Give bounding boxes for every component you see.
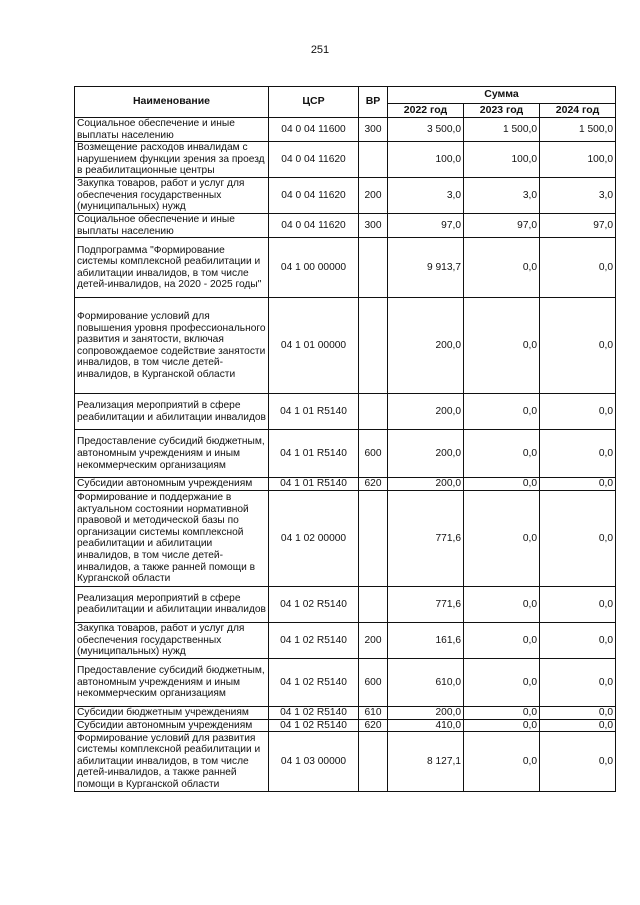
cell-csr: 04 1 02 R5140: [269, 586, 359, 622]
cell-vr: [359, 298, 388, 394]
cell-2023: 3,0: [464, 178, 540, 214]
cell-csr: 04 1 01 00000: [269, 298, 359, 394]
cell-2023: 0,0: [464, 586, 540, 622]
cell-2024: 0,0: [540, 586, 616, 622]
cell-2023: 97,0: [464, 214, 540, 238]
cell-2023: 0,0: [464, 394, 540, 430]
cell-name: Формирование и поддержание в актуальном состоянии нормативной правовой и методической базы по организации системы комплексной реабилитации и абилитации инвалидов, в том числе детей-инвалидов, а также ранней помощи в Курганской области: [75, 490, 269, 586]
cell-csr: 04 1 02 R5140: [269, 706, 359, 719]
table-row: [75, 118, 616, 142]
cell-vr: [359, 490, 388, 586]
cell-name: Субсидии бюджетным учреждениям: [75, 706, 269, 719]
cell-name: Социальное обеспечение и иные выплаты населению: [75, 118, 269, 142]
cell-csr: 04 1 02 00000: [269, 490, 359, 586]
page-number: 251: [310, 44, 330, 56]
cell-vr: 300: [359, 214, 388, 238]
cell-2023: 0,0: [464, 706, 540, 719]
cell-2024: 0,0: [540, 238, 616, 298]
cell-2022: 200,0: [388, 478, 464, 491]
table-row: [75, 178, 616, 214]
cell-name: Предоставление субсидий бюджетным, автономным учреждениям и иным некоммерческим организациям: [75, 430, 269, 478]
cell-name: Закупка товаров, работ и услуг для обеспечения государственных (муниципальных) нужд: [75, 622, 269, 658]
cell-name: Субсидии автономным учреждениям: [75, 719, 269, 732]
cell-vr: 620: [359, 719, 388, 732]
cell-2024: 1 500,0: [540, 118, 616, 142]
table-row: [75, 430, 616, 478]
cell-2024: 0,0: [540, 732, 616, 792]
cell-2024: 0,0: [540, 478, 616, 491]
cell-2024: 3,0: [540, 178, 616, 214]
table-row: [75, 142, 616, 178]
cell-name: Закупка товаров, работ и услуг для обеспечения государственных (муниципальных) нужд: [75, 178, 269, 214]
cell-name: Реализация мероприятий в сфере реабилитации и абилитации инвалидов: [75, 394, 269, 430]
table-row: [75, 478, 616, 491]
cell-name: Возмещение расходов инвалидам с нарушением функции зрения за проезд в реабилитационные центры: [75, 142, 269, 178]
cell-vr: 200: [359, 622, 388, 658]
cell-name: Формирование условий для развития системы комплексной реабилитации и абилитации инвалидов, в том числе детей-инвалидов, а также ранней помощи в Курганской области: [75, 732, 269, 792]
cell-2023: 0,0: [464, 732, 540, 792]
cell-2023: 1 500,0: [464, 118, 540, 142]
cell-csr: 04 1 01 R5140: [269, 478, 359, 491]
cell-vr: [359, 394, 388, 430]
cell-name: Подпрограмма "Формирование системы комплексной реабилитации и абилитации инвалидов, в том числе детей-инвалидов, на 2020 - 2025 годы": [75, 238, 269, 298]
budget-table: [74, 86, 616, 792]
cell-2023: 100,0: [464, 142, 540, 178]
cell-2022: 3 500,0: [388, 118, 464, 142]
cell-csr: 04 1 00 00000: [269, 238, 359, 298]
cell-2023: 0,0: [464, 478, 540, 491]
table-row: [75, 394, 616, 430]
cell-2024: 0,0: [540, 490, 616, 586]
cell-2022: 100,0: [388, 142, 464, 178]
cell-2022: 200,0: [388, 298, 464, 394]
header-name: Наименование: [75, 87, 269, 118]
cell-csr: 04 0 04 11620: [269, 178, 359, 214]
cell-2022: 771,6: [388, 490, 464, 586]
table-row: [75, 586, 616, 622]
cell-csr: 04 1 02 R5140: [269, 658, 359, 706]
cell-2022: 200,0: [388, 430, 464, 478]
cell-csr: 04 0 04 11620: [269, 142, 359, 178]
cell-2022: 3,0: [388, 178, 464, 214]
table-row: [75, 732, 616, 792]
header-vr: ВР: [359, 87, 388, 118]
cell-2024: 0,0: [540, 719, 616, 732]
table-row: [75, 238, 616, 298]
table-body: [75, 118, 616, 792]
table-row: [75, 622, 616, 658]
header-year-2022: 2022 год: [388, 104, 464, 118]
cell-2024: 0,0: [540, 394, 616, 430]
cell-csr: 04 1 02 R5140: [269, 622, 359, 658]
table-row: [75, 719, 616, 732]
cell-2022: 9 913,7: [388, 238, 464, 298]
cell-vr: 600: [359, 658, 388, 706]
cell-2023: 0,0: [464, 238, 540, 298]
cell-2022: 97,0: [388, 214, 464, 238]
cell-vr: 300: [359, 118, 388, 142]
cell-2024: 0,0: [540, 430, 616, 478]
cell-vr: [359, 732, 388, 792]
cell-vr: [359, 238, 388, 298]
cell-2022: 200,0: [388, 706, 464, 719]
header-year-2023: 2023 год: [464, 104, 540, 118]
cell-csr: 04 0 04 11620: [269, 214, 359, 238]
table-row: [75, 706, 616, 719]
cell-2023: 0,0: [464, 490, 540, 586]
cell-2024: 97,0: [540, 214, 616, 238]
table-row: [75, 298, 616, 394]
cell-2022: 200,0: [388, 394, 464, 430]
header-csr: ЦСР: [269, 87, 359, 118]
cell-csr: 04 1 02 R5140: [269, 719, 359, 732]
cell-2023: 0,0: [464, 622, 540, 658]
cell-vr: 200: [359, 178, 388, 214]
cell-csr: 04 1 03 00000: [269, 732, 359, 792]
header-sum: Сумма: [388, 87, 616, 104]
cell-2022: 8 127,1: [388, 732, 464, 792]
cell-csr: 04 1 01 R5140: [269, 394, 359, 430]
cell-2024: 100,0: [540, 142, 616, 178]
cell-name: Субсидии автономным учреждениям: [75, 478, 269, 491]
cell-2024: 0,0: [540, 298, 616, 394]
cell-2022: 410,0: [388, 719, 464, 732]
cell-vr: 610: [359, 706, 388, 719]
cell-2022: 161,6: [388, 622, 464, 658]
cell-vr: [359, 142, 388, 178]
cell-name: Предоставление субсидий бюджетным, автономным учреждениям и иным некоммерческим организациям: [75, 658, 269, 706]
cell-vr: 620: [359, 478, 388, 491]
cell-csr: 04 1 01 R5140: [269, 430, 359, 478]
cell-2022: 771,6: [388, 586, 464, 622]
table-row: [75, 214, 616, 238]
cell-2023: 0,0: [464, 298, 540, 394]
cell-2024: 0,0: [540, 658, 616, 706]
cell-2022: 610,0: [388, 658, 464, 706]
cell-name: Формирование условий для повышения уровня профессионального развития и занятости, включая сопровождаемое содействие занятости инвалидов, в том числе детей-инвалидов, в Курганской области: [75, 298, 269, 394]
table-row: [75, 658, 616, 706]
cell-vr: 600: [359, 430, 388, 478]
cell-name: Реализация мероприятий в сфере реабилитации и абилитации инвалидов: [75, 586, 269, 622]
cell-2023: 0,0: [464, 719, 540, 732]
cell-2024: 0,0: [540, 706, 616, 719]
cell-name: Социальное обеспечение и иные выплаты населению: [75, 214, 269, 238]
cell-2023: 0,0: [464, 430, 540, 478]
table-row: [75, 490, 616, 586]
cell-vr: [359, 586, 388, 622]
cell-2023: 0,0: [464, 658, 540, 706]
cell-csr: 04 0 04 11600: [269, 118, 359, 142]
header-year-2024: 2024 год: [540, 104, 616, 118]
cell-2024: 0,0: [540, 622, 616, 658]
